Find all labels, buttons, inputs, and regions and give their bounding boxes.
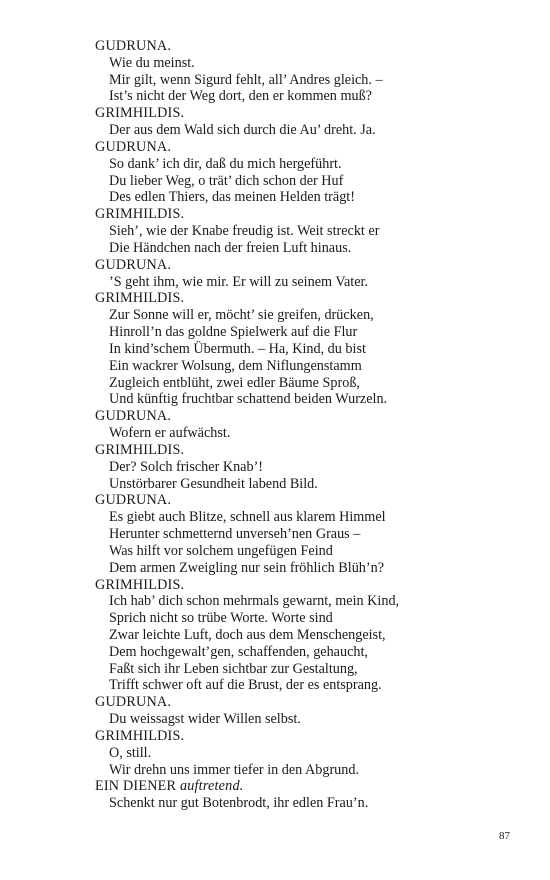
speaker-name (95, 408, 525, 425)
verse-text: Zugleich entblüht, zwei edler Bäume Sproß, (109, 374, 360, 391)
verse-text: Schenkt nur gut Botenbrodt, ihr edlen Frau’n. (109, 795, 369, 812)
speaker-name (95, 492, 525, 509)
verse-line (95, 610, 525, 627)
verse-line (95, 711, 525, 728)
verse-line (95, 55, 525, 72)
speaker-name (95, 694, 525, 711)
speaker-name (95, 257, 525, 274)
speaker-label: GRIMHILDIS. (95, 290, 185, 307)
speaker-label: GUDRUNA. (95, 408, 172, 425)
speaker-label: EIN DIENER (95, 778, 177, 795)
verse-line (95, 526, 525, 543)
verse-line (95, 358, 525, 375)
speaker-name (95, 577, 525, 594)
verse-line (95, 543, 525, 560)
verse-text: Zur Sonne will er, möcht’ sie greifen, drücken, (109, 307, 374, 324)
verse-text: Du weissagst wider Willen selbst. (109, 711, 301, 728)
speaker-label: GRIMHILDIS. (95, 576, 185, 593)
verse-text: Ich hab’ dich schon mehrmals gewarnt, mein Kind, (109, 593, 400, 610)
speaker-name (95, 206, 525, 223)
verse-text: Sieh’, wie der Knabe freudig ist. Weit streckt er (109, 223, 380, 240)
stage-direction: auftretend. (179, 778, 244, 795)
verse-line (95, 459, 525, 476)
verse-line (95, 425, 525, 442)
speaker-label: GRIMHILDIS. (95, 105, 185, 122)
verse-line (95, 509, 525, 526)
verse-line (95, 661, 525, 678)
verse-text: Dem hochgewalt’gen, schaffenden, gehaucht, (109, 643, 368, 660)
verse-line (95, 274, 525, 291)
verse-line (95, 745, 525, 762)
verse-line (95, 72, 525, 89)
verse-text: Was hilft vor solchem ungefügen Feind (109, 542, 333, 559)
verse-text: Herunter schmetternd unverseh’nen Graus – (109, 526, 361, 543)
verse-line (95, 189, 525, 206)
page-number: 87 (499, 830, 510, 842)
speaker-name (95, 139, 525, 156)
verse-text: Des edlen Thiers, das meinen Helden trägt! (109, 189, 355, 206)
verse-line (95, 795, 525, 812)
speaker-label: GRIMHILDIS. (95, 727, 185, 744)
drama-text (95, 38, 525, 812)
verse-text: Hinroll’n das goldne Spielwerk auf die Flur (109, 324, 358, 341)
verse-line (95, 593, 525, 610)
verse-text: O, still. (109, 744, 152, 761)
verse-line (95, 156, 525, 173)
verse-line (95, 476, 525, 493)
verse-text: Es giebt auch Blitze, schnell aus klarem Himmel (109, 509, 386, 526)
verse-text: So dank’ ich dir, daß du mich hergeführt. (109, 155, 342, 172)
verse-text: Zwar leichte Luft, doch aus dem Menschengeist, (109, 626, 386, 643)
verse-text: ’S geht ihm, wie mir. Er will zu seinem Vater. (109, 273, 369, 290)
speaker-label: GUDRUNA. (95, 256, 172, 273)
verse-text: Der aus dem Wald sich durch die Au’ dreht. Ja. (109, 122, 376, 139)
verse-line (95, 173, 525, 190)
verse-text: Sprich nicht so trübe Worte. Worte sind (109, 610, 333, 627)
verse-line (95, 391, 525, 408)
verse-line (95, 307, 525, 324)
verse-text: Und künftig fruchtbar schattend beiden Wurzeln. (109, 391, 388, 408)
speaker-label: GUDRUNA. (95, 694, 172, 711)
verse-line (95, 223, 525, 240)
speaker-name (95, 442, 525, 459)
verse-line (95, 341, 525, 358)
verse-line (95, 627, 525, 644)
speaker-label: GRIMHILDIS. (95, 441, 185, 458)
verse-text: Der? Solch frischer Knab’! (109, 458, 264, 475)
verse-text: Wofern er aufwächst. (109, 425, 231, 442)
verse-text: In kind’schem Übermuth. – Ha, Kind, du bist (109, 340, 366, 357)
verse-text: Ein wackrer Wolsung, dem Niflungenstamm (109, 357, 362, 374)
verse-line (95, 644, 525, 661)
speaker-label: GUDRUNA. (95, 492, 172, 509)
verse-text: Du lieber Weg, o trät’ dich schon der Huf (109, 172, 344, 189)
verse-line (95, 375, 525, 392)
verse-line (95, 677, 525, 694)
speaker-name (95, 290, 525, 307)
speaker-label: GRIMHILDIS. (95, 206, 185, 223)
speaker-label: GUDRUNA. (95, 38, 172, 54)
speaker-name (95, 105, 525, 122)
verse-text: Ist’s nicht der Weg dort, den er kommen muß? (109, 88, 372, 105)
verse-line (95, 122, 525, 139)
verse-line (95, 240, 525, 257)
verse-text: Unstörbarer Gesundheit labend Bild. (109, 475, 318, 492)
verse-text: Trifft schwer oft auf die Brust, der es entsprang. (109, 677, 382, 694)
verse-line (95, 88, 525, 105)
verse-text: Faßt sich ihr Leben sichtbar zur Gestaltung, (109, 660, 358, 677)
verse-line (95, 324, 525, 341)
verse-line (95, 560, 525, 577)
verse-text: Dem armen Zweigling nur sein fröhlich Blüh’n? (109, 559, 385, 576)
speaker-name (95, 778, 525, 795)
verse-text: Mir gilt, wenn Sigurd fehlt, all’ Andres gleich. – (109, 71, 383, 88)
verse-text: Die Händchen nach der freien Luft hinaus. (109, 239, 352, 256)
speaker-label: GUDRUNA. (95, 138, 172, 155)
speaker-name (95, 38, 525, 55)
verse-text: Wie du meinst. (109, 54, 195, 71)
speaker-name (95, 728, 525, 745)
verse-line (95, 762, 525, 779)
verse-text: Wir drehn uns immer tiefer in den Abgrund. (109, 761, 360, 778)
